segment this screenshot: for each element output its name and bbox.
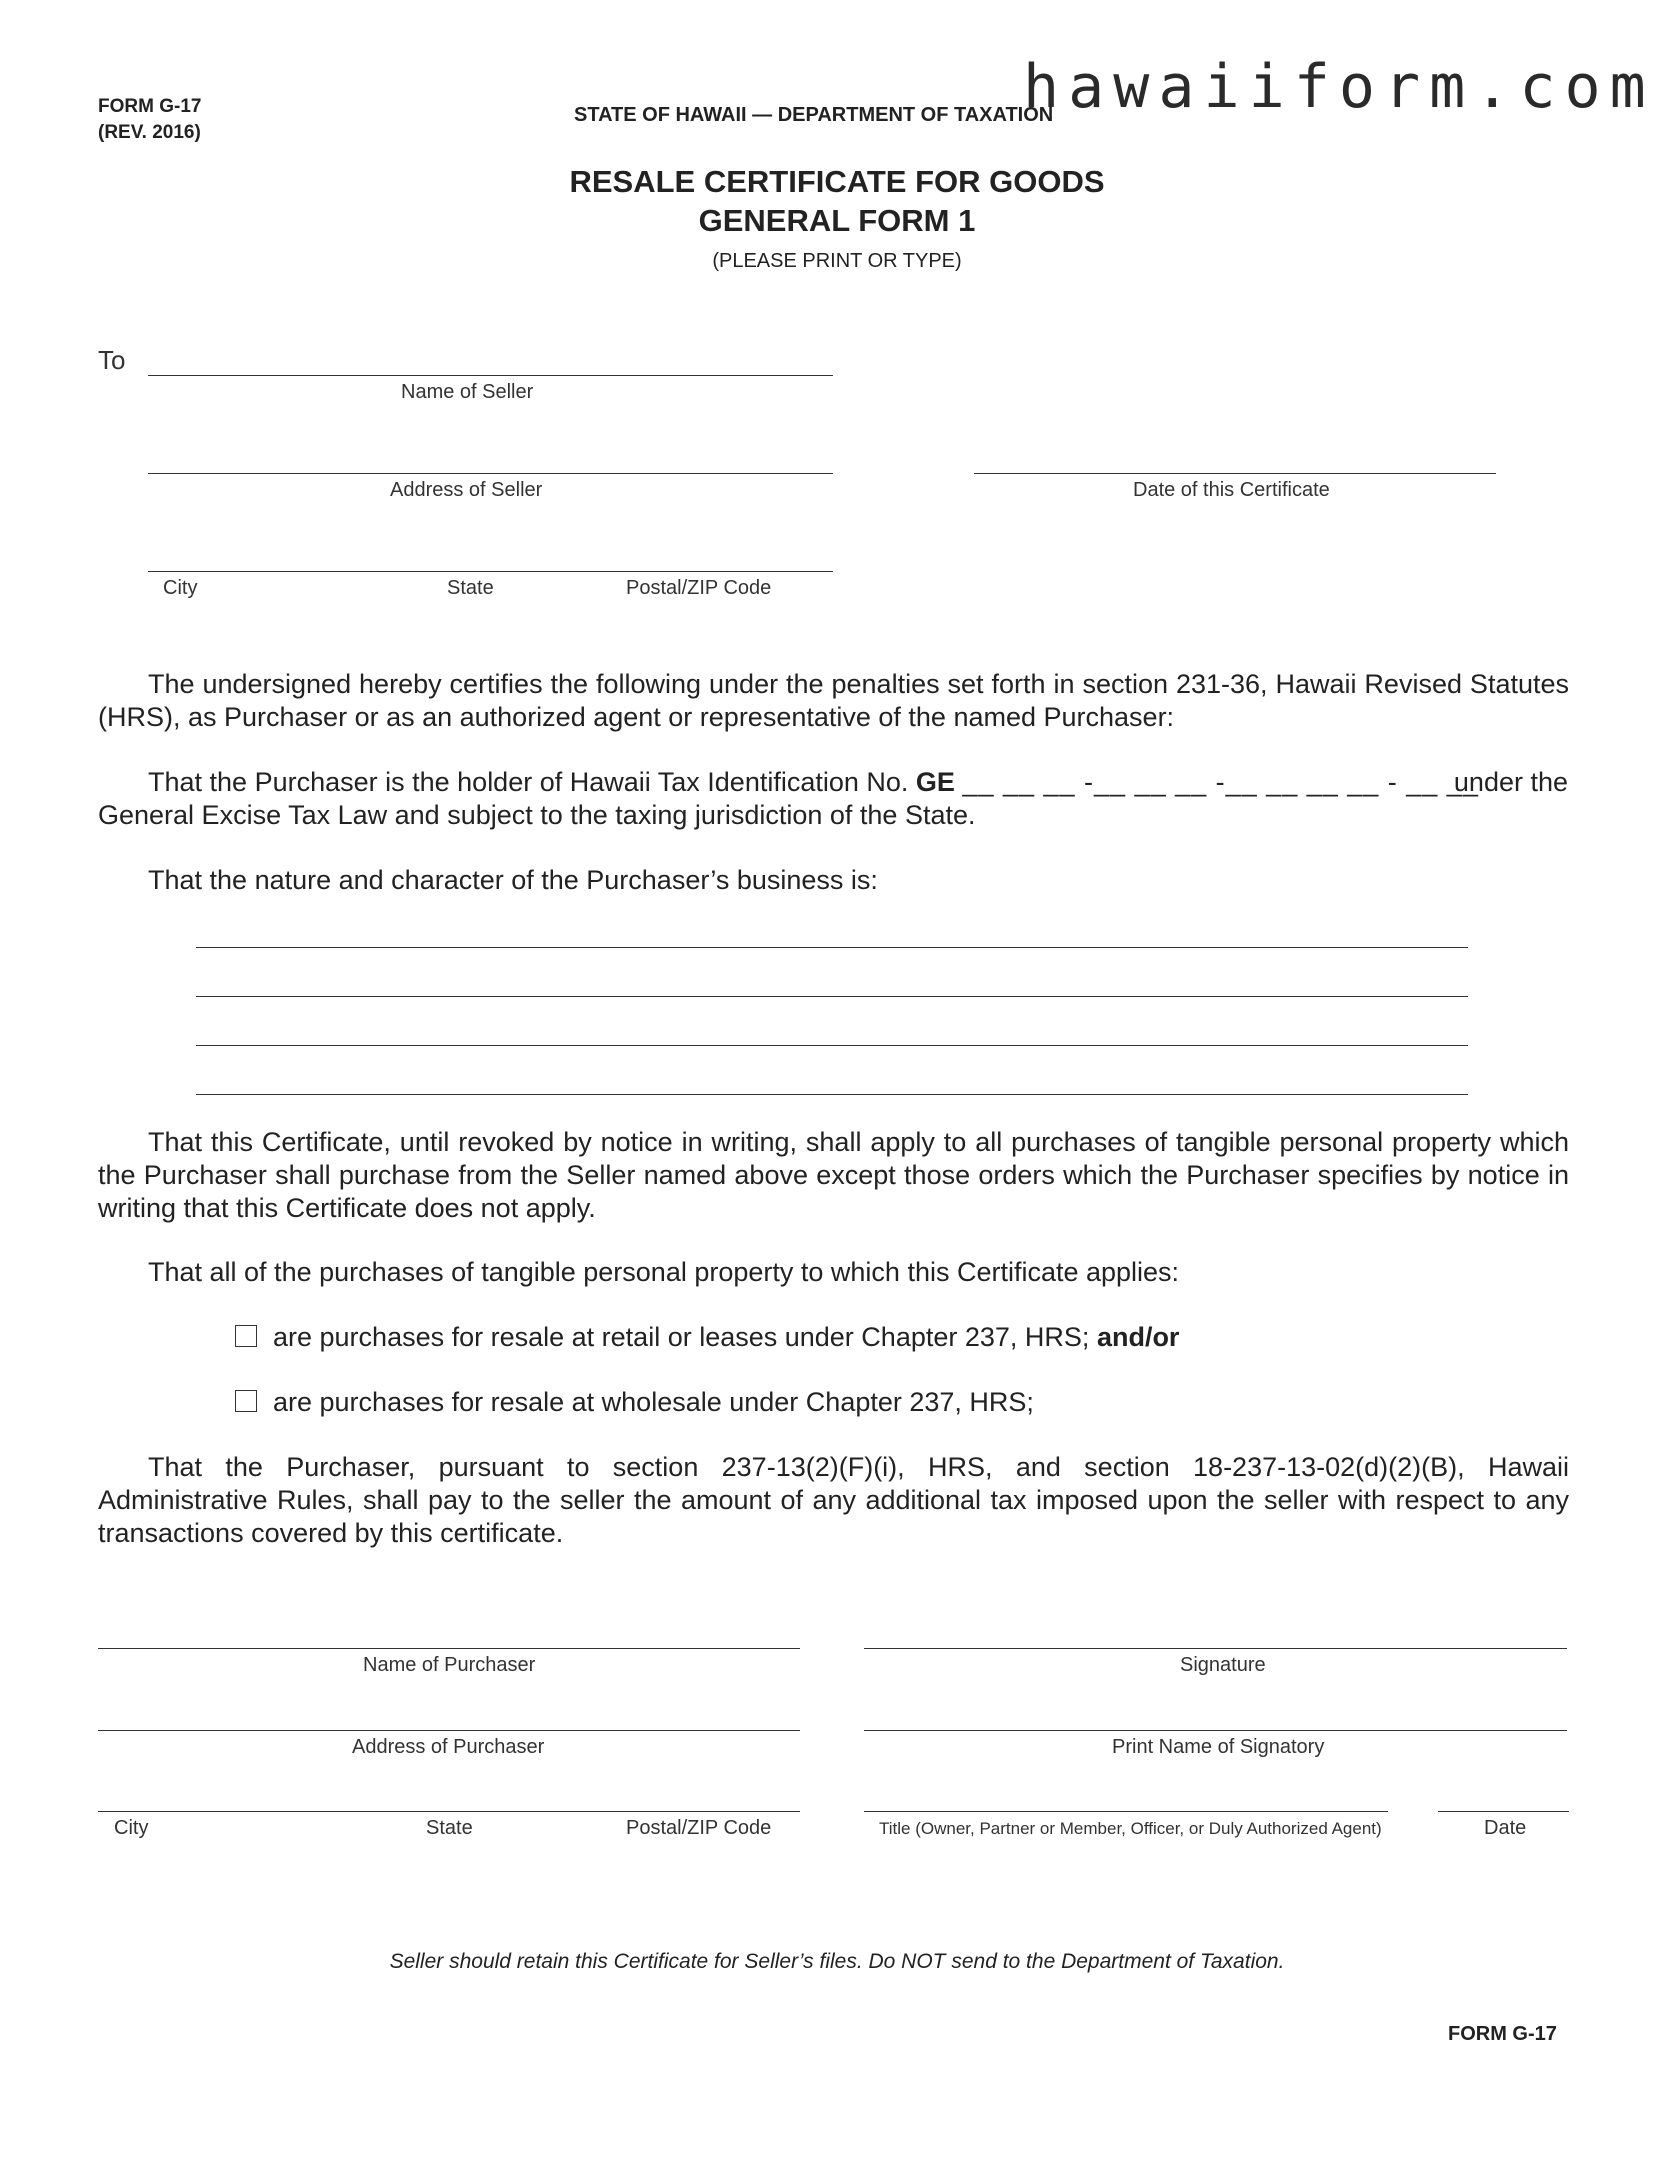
form-revision: (REV. 2016) — [98, 122, 201, 143]
option-retail-row — [235, 1321, 1179, 1354]
tax-id-prefix: That the Purchaser is the holder of Hawaii Tax Identification No. — [148, 767, 909, 797]
form-number: FORM G-17 — [98, 96, 202, 117]
wholesale-checkbox[interactable] — [235, 1390, 257, 1412]
option-retail-conjunction: and/or — [1096, 1322, 1180, 1352]
certification-paragraph: The undersigned hereby certifies the following under the penalties set forth in section 231-36, Hawaii Revised Statutes (HRS), as Purchaser or as an authorized agent or representative of the named Purchaser: — [98, 669, 1569, 732]
agency-name: STATE OF HAWAII — DEPARTMENT OF TAXATION — [574, 104, 1054, 126]
purchaser-zip-label: Postal/ZIP Code — [626, 1817, 772, 1839]
business-nature-line-2[interactable] — [196, 996, 1468, 997]
tax-id-line2: General Excise Tax Law and subject to the taxing jurisdiction of the State. — [98, 800, 976, 830]
watermark: hawaiiform.com — [1023, 52, 1655, 122]
purchaser-address-label: Address of Purchaser — [352, 1736, 545, 1758]
seller-name-label: Name of Seller — [401, 381, 534, 403]
seller-city-label: City — [163, 577, 198, 599]
signatory-title-field[interactable] — [864, 1811, 1388, 1812]
retail-checkbox[interactable] — [235, 1325, 257, 1347]
print-name-field[interactable] — [864, 1730, 1567, 1731]
print-name-label: Print Name of Signatory — [1112, 1736, 1325, 1758]
signature-field[interactable] — [864, 1648, 1567, 1649]
seller-address-label: Address of Seller — [390, 479, 543, 501]
signatory-title-label: Title (Owner, Partner or Member, Officer, or Duly Authorized Agent) — [879, 1819, 1382, 1838]
tax-id-ge: GE — [915, 767, 955, 797]
purchaser-city-state-zip-field[interactable] — [98, 1811, 800, 1812]
certificate-date-field[interactable] — [974, 473, 1496, 474]
form-subtitle: GENERAL FORM 1 — [698, 203, 976, 238]
tax-id-field[interactable]: __ __ __ -__ __ __ -__ __ __ __ - __ __ — [962, 767, 1479, 797]
retention-note: Seller should retain this Certificate for Seller’s files. Do NOT send to the Department of Taxation. — [389, 1950, 1285, 1973]
tax-id-suffix: under the — [1453, 767, 1568, 797]
purchaser-name-field[interactable] — [98, 1648, 800, 1649]
tax-id-line — [148, 766, 1568, 799]
business-nature-prompt: That the nature and character of the Purchaser’s business is: — [148, 865, 878, 895]
purchaser-address-field[interactable] — [98, 1730, 800, 1731]
seller-state-label: State — [447, 577, 494, 599]
certificate-date-label: Date of this Certificate — [1133, 479, 1330, 501]
business-nature-line-4[interactable] — [196, 1094, 1468, 1095]
signature-label: Signature — [1180, 1654, 1266, 1676]
business-nature-line-3[interactable] — [196, 1045, 1468, 1046]
purchaser-state-label: State — [426, 1817, 473, 1839]
seller-name-field[interactable] — [148, 375, 833, 376]
signature-date-label: Date — [1484, 1817, 1527, 1839]
business-nature-line-1[interactable] — [196, 947, 1468, 948]
option-retail-label: are purchases for resale at retail or leases under Chapter 237, HRS; — [273, 1322, 1090, 1352]
seller-zip-label: Postal/ZIP Code — [626, 577, 772, 599]
option-wholesale-label: are purchases for resale at wholesale under Chapter 237, HRS; — [273, 1387, 1034, 1417]
revocation-paragraph: That this Certificate, until revoked by notice in writing, shall apply to all purchases of tangible personal property which the Purchaser shall purchase from the Seller named above except those orders which the Purchaser specifies by notice in writing that this Certificate does not apply. — [98, 1127, 1569, 1223]
purchaser-name-label: Name of Purchaser — [363, 1654, 536, 1676]
print-instruction: (PLEASE PRINT OR TYPE) — [712, 250, 962, 272]
signature-date-field[interactable] — [1438, 1811, 1569, 1812]
seller-address-field[interactable] — [148, 473, 833, 474]
to-label: To — [98, 345, 126, 375]
purchaser-city-label: City — [114, 1817, 149, 1839]
seller-city-state-zip-field[interactable] — [148, 571, 833, 572]
option-wholesale-row — [235, 1386, 1034, 1419]
footer-form-number: FORM G-17 — [1448, 2023, 1557, 2045]
tax-payment-paragraph: That the Purchaser, pursuant to section 237-13(2)(F)(i), HRS, and section 18-237-13-02(d)(2)(B), Hawaii Administrative Rules, shall pay to the seller the amount of any additional tax imposed upon the seller with respect to any transactions covered by this certificate. — [98, 1452, 1569, 1548]
applies-paragraph: That all of the purchases of tangible personal property to which this Certificate applies: — [148, 1257, 1180, 1287]
form-title: RESALE CERTIFICATE FOR GOODS — [569, 164, 1105, 199]
